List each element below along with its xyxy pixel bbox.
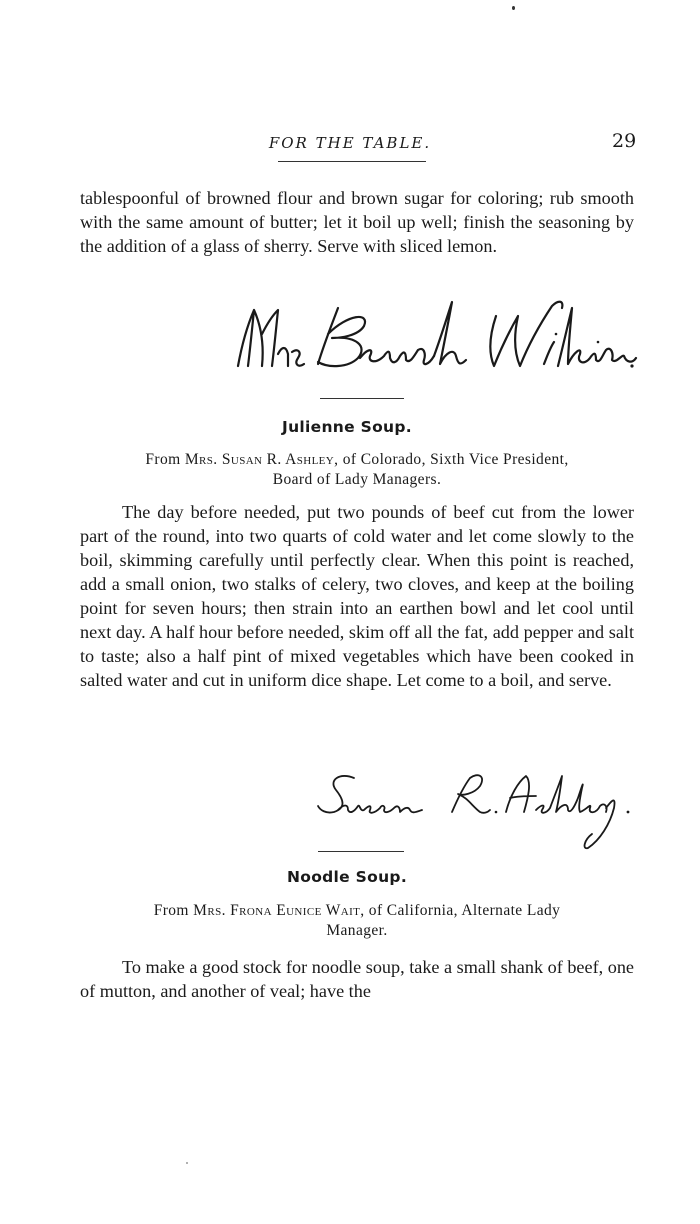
running-head-title: FOR THE TABLE. [268, 134, 432, 152]
paragraph-continued: tablespoonful of browned flour and brown sugar for coloring; rub smooth with the same amount of butter; let it boil up well; finish the seasoning by the addition of a glass of sherry. Serve with sliced lemon. [80, 188, 634, 256]
recipe-body-noodle-soup: To make a good stock for noodle soup, take a small shank of beef, one of mutton, and another of veal; have the [80, 957, 634, 1001]
running-head-rule [278, 161, 426, 162]
recipe-body-julienne-soup: The day before needed, put two pounds of beef cut from the lower part of the round, into two quarts of cold water and let come slowly to the boil, skimming carefully until perfectly clear. When this point is reached, add a small onion, two stalks of celery, two cloves, and keep at the boiling point for seven hours; then strain into an earthen bowl and let cool until next day. A half hour before needed, skim off all the fat, add pepper and salt to taste; also a half pint of mixed vegetables which have been cooked in salted water and cut in uniform dice shape. Let come to a boil, and serve. [80, 502, 634, 690]
contributor-credit [78, 450, 636, 490]
credit-rest: , of California, Alternate Lady [360, 902, 561, 919]
recipe-title-julienne-soup: Julienne Soup. [282, 418, 412, 436]
page-number: 29 [612, 130, 637, 152]
credit-lead: From [153, 902, 189, 919]
signature-beriah-wilkins [228, 294, 638, 378]
contributor-name: Mrs. Susan R. Ashley [184, 451, 335, 468]
recipe-title-noodle-soup: Noodle Soup. [286, 868, 408, 886]
credit-rest: , of Colorado, Sixth Vice President, [334, 451, 569, 468]
signature-susan-ashley [310, 768, 640, 852]
credit-line-2: Manager. [326, 922, 388, 939]
contributor-credit [78, 901, 636, 941]
print-speck [512, 6, 515, 10]
credit-line-2: Board of Lady Managers. [272, 471, 442, 488]
section-divider [318, 851, 404, 852]
credit-lead: From [145, 451, 181, 468]
section-divider [320, 398, 404, 399]
print-speck [186, 1162, 188, 1164]
contributor-name: Mrs. Frona Eunice Wait [193, 902, 361, 919]
